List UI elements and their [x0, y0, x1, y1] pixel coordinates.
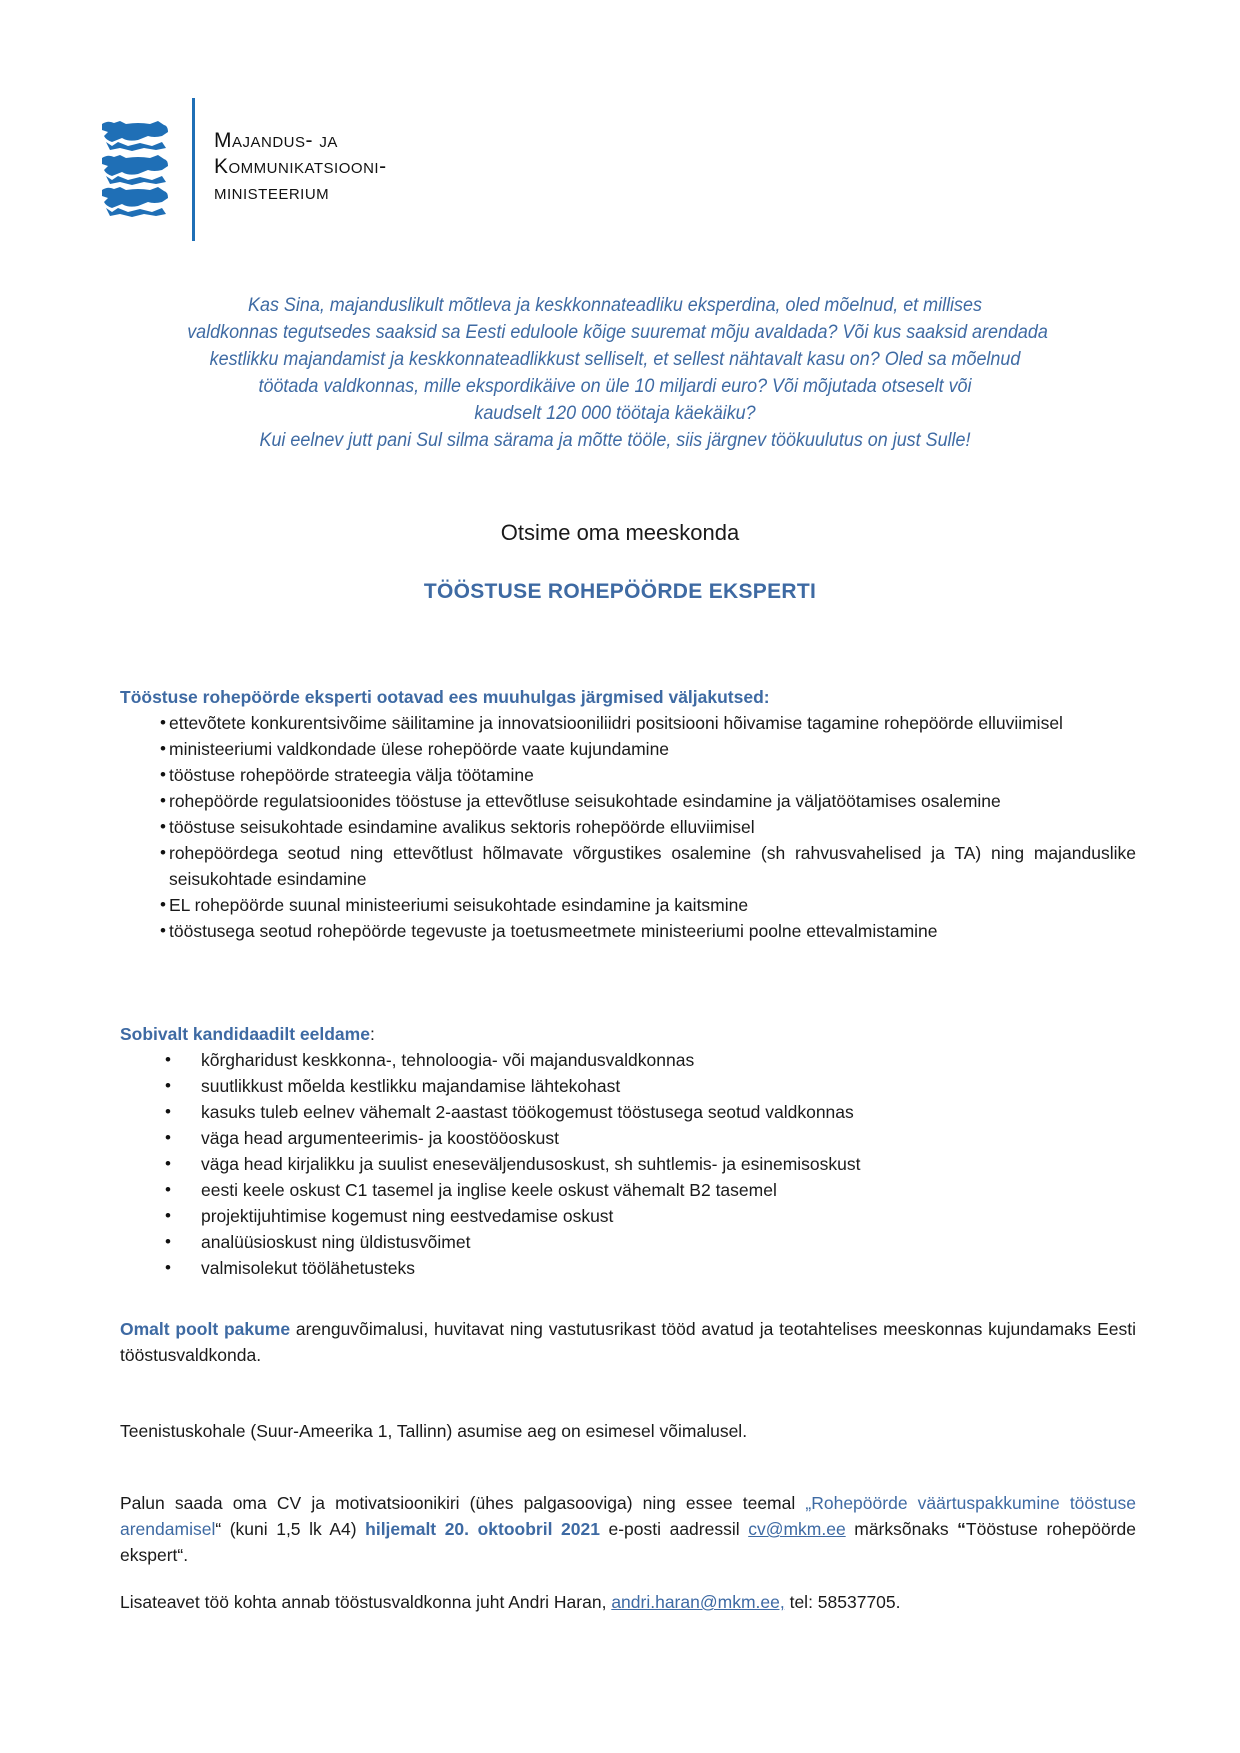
deadline: hiljemalt 20. oktoobril 2021 [365, 1519, 600, 1539]
list-item: • rohepöördega seotud ning ettevõtlust hõlmavate võrgustikes osalemine (sh rahvusvahelised ja TA) ning majanduslike seisukohtade esindamine [120, 840, 1136, 892]
list-item: • ettevõtete konkurentsivõime säilitamine ja innovatsiooniliidri positsiooni hõivamise tagamine rohepöörde elluviimisel [120, 710, 1136, 736]
essay-topic: „Rohepöörde väärtuspakkumine tööstuse arendamisel [120, 1493, 1136, 1539]
apply-text: Palun saada oma CV ja motivatsioonikiri (ühes palgasooviga) ning essee teemal [120, 1493, 806, 1513]
apply-paragraph [120, 1490, 1136, 1568]
contact-phone: tel: 58537705. [784, 1592, 901, 1612]
offer-lead: Omalt poolt pakume [120, 1319, 291, 1339]
list-item: • ministeeriumi valdkondade ülese rohepöörde vaate kujundamine [120, 736, 1136, 762]
ministry-line-1: Majandus- ja [214, 129, 338, 152]
list-item: • EL rohepöörde suunal ministeeriumi seisukohtade esindamine ja kaitsmine [120, 892, 1136, 918]
list-item: • kõrgharidust keskkonna-, tehnoloogia- või majandusvaldkonnas [120, 1047, 1136, 1073]
intro-line: kestlikku majandamist ja keskkonnateadlikkust selliselt, et sellest nähtavalt kasu on? Oled sa mõelnud [209, 348, 1021, 370]
requirements-heading: Sobivalt kandidaadilt eeldame [120, 1024, 370, 1044]
offer-paragraph [120, 1316, 1136, 1368]
coat-of-arms-logo [98, 118, 172, 218]
intro-paragraph [150, 292, 1080, 454]
intro-line: Kui eelnev jutt pani Sul silma särama ja mõtte tööle, siis järgnev töökuulutus on just Sulle! [259, 429, 971, 451]
apply-text: e-posti aadressil [599, 1519, 749, 1539]
lion-1 [102, 121, 168, 151]
contact-email-link[interactable]: andri.haran@mkm.ee, [611, 1592, 785, 1612]
challenges-heading: Tööstuse rohepöörde eksperti ootavad ees muuhulgas järgmised väljakutsed: [120, 687, 770, 707]
apply-text: märksõnaks [845, 1519, 958, 1539]
list-item: • tööstuse rohepöörde strateegia välja töötamine [120, 762, 1136, 788]
lion-2 [102, 155, 168, 185]
list-item: • suutlikkust mõelda kestlikku majandamise lähtekohast [120, 1073, 1136, 1099]
intro-line: kaudselt 120 000 töötaja käekäiku? [474, 402, 756, 424]
requirements-list [120, 1047, 1136, 1281]
lion-3 [102, 187, 168, 217]
keyword: Tööstuse rohepöörde ekspert [120, 1519, 1136, 1565]
contact-paragraph [120, 1589, 1136, 1615]
list-item: • väga head argumenteerimis- ja koostööoskust [120, 1125, 1136, 1151]
list-item: • analüüsioskust ning üldistusvõimet [120, 1229, 1136, 1255]
requirements-colon: : [369, 1024, 375, 1044]
logo-divider [192, 98, 195, 241]
list-item: • eesti keele oskust C1 tasemel ja inglise keele oskust vähemalt B2 tasemel [120, 1177, 1136, 1203]
list-item: • projektijuhtimise kogemust ning eestvedamise oskust [120, 1203, 1136, 1229]
position-title: TÖÖSTUSE ROHEPÖÖRDE EKSPERTI [423, 580, 817, 603]
requirements-section [120, 1021, 1136, 1281]
challenges-section [120, 684, 1136, 944]
intro-line: töötada valdkonnas, mille ekspordikäive on üle 10 miljardi euro? Või mõjutada otseselt või [258, 375, 972, 397]
apply-text: “ (kuni 1,5 lk A4) [215, 1519, 366, 1539]
ministry-line-3: ministeerium [214, 181, 330, 204]
list-item: • valmisolekut töölähetusteks [120, 1255, 1136, 1281]
ministry-line-2: Kommunikatsiooni- [214, 155, 387, 178]
list-item: • tööstusega seotud rohepöörde tegevuste ja toetusmeetmete ministeeriumi poolne ettevalmistamine [120, 918, 1136, 944]
list-item: • tööstuse seisukohtade esindamine avalikus sektoris rohepöörde elluviimisel [120, 814, 1136, 840]
offer-text: arenguvõimalusi, huvitavat ning vastutusrikast tööd avatud ja teotahtelises meeskonnas kujundamaks Eesti tööstusvaldkonda. [120, 1319, 1137, 1365]
intro-line: Kas Sina, majanduslikult mõtleva ja keskkonnateadliku eksperdina, oled mõelnud, et millises [248, 294, 982, 316]
list-item: • rohepöörde regulatsioonides tööstuse ja ettevõtluse seisukohtade esindamine ja väljatöötamises osalemine [120, 788, 1136, 814]
keyword-quote: “ [957, 1519, 966, 1539]
requirements-heading-line [120, 1021, 1136, 1047]
contact-text: Lisateavet töö kohta annab tööstusvaldkonna juht Andri Haran, [120, 1592, 612, 1612]
apply-text: “. [177, 1545, 189, 1565]
location-paragraph: Teenistuskohale (Suur-Ameerika 1, Tallinn) asumise aeg on esimesel võimalusel. [120, 1421, 748, 1441]
challenges-list [120, 710, 1136, 944]
list-item: • kasuks tuleb eelnev vähemalt 2-aastast töökogemust tööstusega seotud valdkonnas [120, 1099, 1136, 1125]
cv-email-link[interactable]: cv@mkm.ee [748, 1519, 846, 1539]
ministry-name [214, 128, 387, 206]
seeking-line: Otsime oma meeskonda [500, 520, 740, 545]
list-item: • väga head kirjalikku ja suulist eneseväljendusoskust, sh suhtlemis- ja esinemisoskust [120, 1151, 1136, 1177]
intro-line: valdkonnas tegutsedes saaksid sa Eesti eduloole kõige suuremat mõju avaldada? Või kus saaksid arendada [187, 321, 1048, 343]
